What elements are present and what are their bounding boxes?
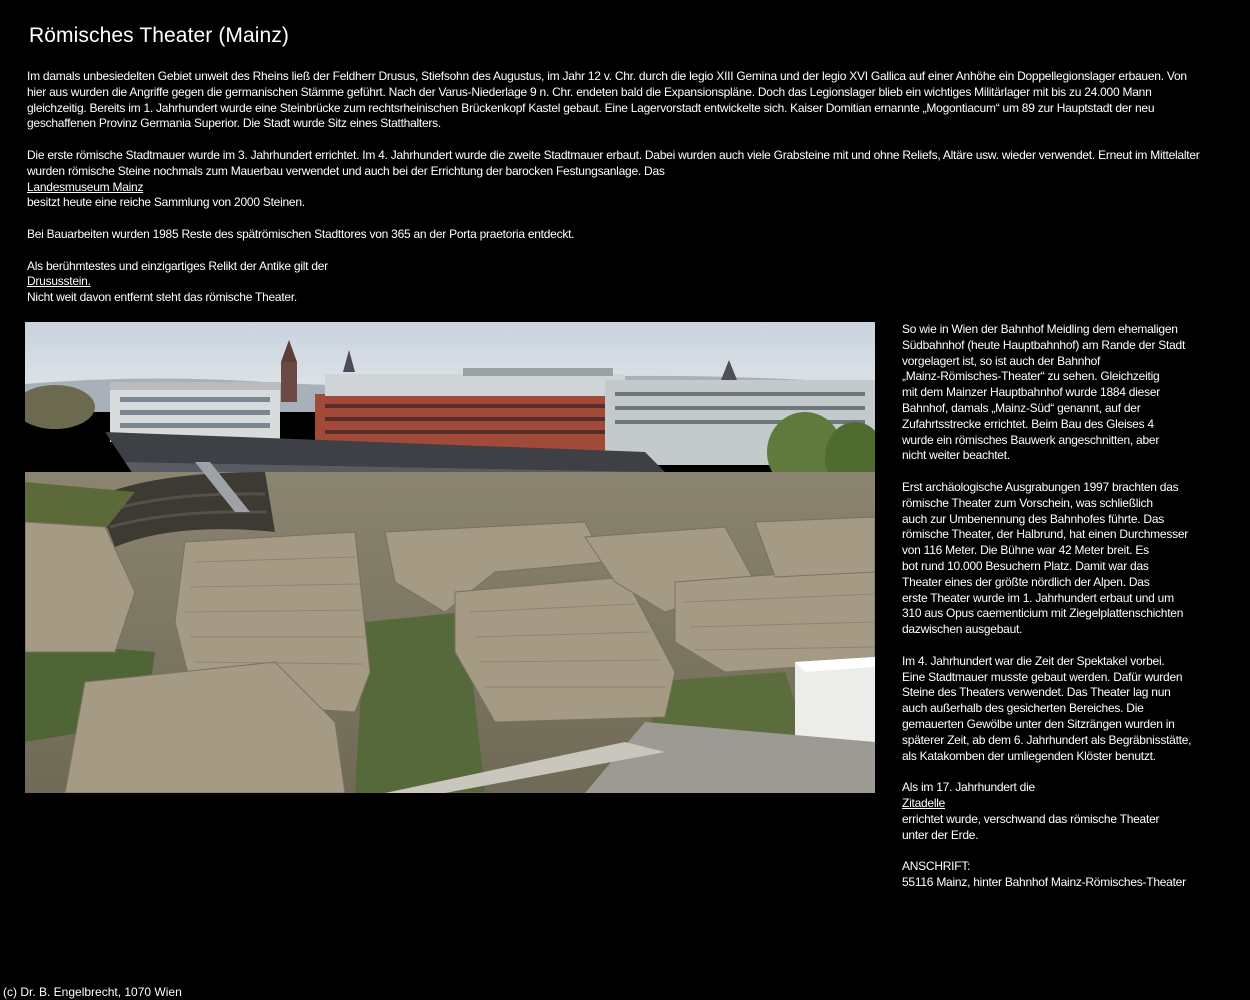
side-line: als Katakomben der umliegenden Klöster benutzt. [902, 748, 1156, 763]
side-line: errichtet wurde, verschwand das römische Theater [902, 811, 1160, 826]
side-line: römische Theater, der Halbrund, hat einen Durchmesser [902, 527, 1189, 542]
side-line: unter der Erde. [902, 827, 979, 842]
side-line: dazwischen ausgebaut. [902, 622, 1023, 637]
drusus-text-after: Nicht weit davon entfernt steht das römische Theater. [27, 290, 298, 305]
side-line: auch außerhalb des gesicherten Bereiches. Die [902, 701, 1144, 716]
walls-text: Die erste römische Stadtmauer wurde im 3. Jahrhundert errichtet. Im 4. Jahrhundert wurde die zweite Stadtmauer erbaut. Dabei wurden auch viele Grabsteine mit und ohne Reliefs, Altäre usw. wieder verwendet. Erneut im Mittelalter wurden römische Steine nochmals zum Mauerbau verwendet und auch bei der Errichtung der barocken Festungsanlage. Das [27, 147, 1200, 178]
side-paragraph-address [902, 859, 1220, 891]
drusus-text: Als berühmtestes und einzigartiges Relikt der Antike gilt der [27, 258, 328, 273]
landesmuseum-link[interactable]: Landesmuseum Mainz [27, 179, 144, 194]
theater-photo [25, 322, 875, 793]
address-label: ANSCHRIFT: [902, 859, 971, 874]
address-value: 55116 Mainz, hinter Bahnhof Mainz-Römisches-Theater [902, 874, 1186, 889]
side-line: „Mainz-Römisches-Theater“ zu sehen. Gleichzeitig [902, 369, 1160, 384]
side-line: erste Theater wurde im 1. Jahrhundert erbaut und um [902, 590, 1174, 605]
side-line: römische Theater zum Vorschein, was schließlich [902, 495, 1153, 510]
side-line: Im 4. Jahrhundert war die Zeit der Spektakel vorbei. [902, 653, 1165, 668]
side-line: bot rund 10.000 Besuchern Platz. Damit war das [902, 558, 1149, 573]
side-line: späterer Zeit, ab dem 6. Jahrhundert als Begräbnisstätte, [902, 732, 1192, 747]
intro-paragraph-gate: Bei Bauarbeiten wurden 1985 Reste des spätrömischen Stadttores von 365 an der Porta praetoria entdeckt. [27, 226, 575, 241]
side-line: vorgelagert ist, so ist auch der Bahnhof [902, 353, 1101, 368]
side-line: nicht weiter beachtet. [902, 448, 1010, 463]
side-line: Erst archäologische Ausgrabungen 1997 brachten das [902, 479, 1179, 494]
intro-paragraph-walls [27, 148, 1207, 211]
intro-paragraph-history: Im damals unbesiedelten Gebiet unweit des Rheins ließ der Feldherr Drusus, Stiefsohn des Augustus, im Jahr 12 v. Chr. durch die legio XIII Gemina und der legio XVI Gallica auf einer Anhöhe ein Doppellegionslager erbauen. Von hier aus wurden die Angriffe gegen die germanischen Stämme geführt. Nach der Varus-Niederlage 9 n. Chr. endeten bald die Expansionspläne. Doch das Legionslager blieb ein wichtiges Militärlager mit bis zu 24.000 Mann gleichzeitig. Bereits im 1. Jahrhundert wurde eine Steinbrücke zum rechtsrheinischen Brückenkopf Kastel gebaut. Eine Lagervorstadt entwickelte sich. Kaiser Domitian ernannte „Mogontiacum“ um 89 zur Hauptstadt der neu geschaffenen Provinz Germania Superior. Die Stadt wurde Sitz eines Statthalters. [27, 69, 1187, 131]
side-line: Theater eines der größte nördlich der Alpen. Das [902, 574, 1150, 589]
zitadelle-link[interactable]: Zitadelle [902, 795, 946, 810]
intro-text [27, 69, 1207, 322]
side-line: 310 aus Opus caementicium mit Ziegelplattenschichten [902, 606, 1184, 621]
side-line: Als im 17. Jahrhundert die [902, 780, 1035, 795]
side-line: Eine Stadtmauer musste gebaut werden. Dafür wurden [902, 669, 1183, 684]
side-line: Südbahnhof (heute Hauptbahnhof) am Rande der Stadt [902, 337, 1186, 352]
theater-photo-image [25, 322, 875, 793]
walls-text-after: besitzt heute eine reiche Sammlung von 2000 Steinen. [27, 195, 305, 210]
side-line: von 116 Meter. Die Bühne war 42 Meter breit. Es [902, 543, 1149, 558]
side-paragraph-excavation [902, 480, 1220, 638]
side-line: gemauerten Gewölbe unter den Sitzrängen wurden in [902, 716, 1175, 731]
drususstein-link[interactable]: Drususstein. [27, 274, 91, 289]
side-paragraph-decline [902, 654, 1220, 765]
copyright-footer: (c) Dr. B. Engelbrecht, 1070 Wien [3, 985, 182, 999]
intro-paragraph-drusus [27, 259, 1207, 306]
side-line: Steine des Theaters verwendet. Das Theater lag nun [902, 685, 1171, 700]
side-line: auch zur Umbenennung des Bahnhofes führte. Das [902, 511, 1165, 526]
side-paragraph-station [902, 322, 1220, 464]
side-line: mit dem Mainzer Hauptbahnhof wurde 1884 dieser [902, 385, 1160, 400]
side-line: Zufahrtsstrecke errichtet. Beim Bau des Gleises 4 [902, 416, 1154, 431]
side-text [902, 322, 1220, 906]
side-line: So wie in Wien der Bahnhof Meidling dem ehemaligen [902, 322, 1178, 336]
side-line: wurde ein römisches Bauwerk angeschnitten, aber [902, 432, 1160, 447]
side-line: Bahnhof, damals „Mainz-Süd“ genannt, auf der [902, 400, 1141, 415]
page-title: Römisches Theater (Mainz) [29, 24, 290, 47]
side-paragraph-citadel [902, 780, 1220, 843]
